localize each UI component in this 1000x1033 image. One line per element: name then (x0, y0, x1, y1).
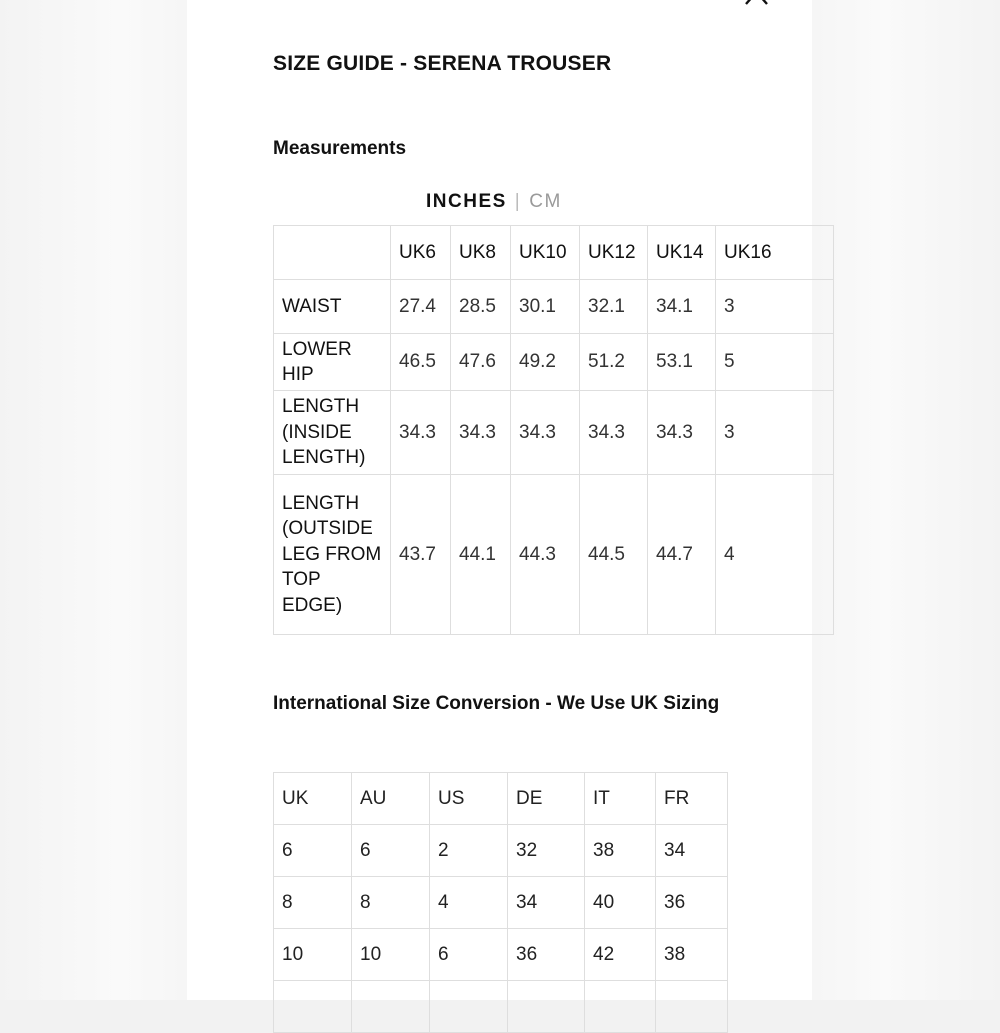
table-row (274, 475, 834, 635)
table-cell: 8 (274, 877, 352, 929)
size-guide-panel (187, 0, 812, 1000)
table-cell: 44.1 (451, 475, 511, 635)
table-cell: 4 (716, 475, 834, 635)
table-cell: 28.5 (451, 280, 511, 334)
conversion-heading: International Size Conversion - We Use UK Sizing (273, 693, 720, 714)
table-cell (352, 981, 430, 1033)
table-row (274, 877, 728, 929)
table-cell (656, 981, 728, 1033)
row-label: LOWER HIP (274, 334, 391, 391)
unit-toggle (426, 191, 562, 213)
size-column-header: UK6 (391, 226, 451, 280)
table-cell: 43.7 (391, 475, 451, 635)
size-column-header: UK12 (580, 226, 648, 280)
table-cell: 42 (585, 929, 656, 981)
row-label: WAIST (274, 280, 391, 334)
table-cell: 10 (352, 929, 430, 981)
corner-cell (274, 226, 391, 280)
table-cell: 51.2 (580, 334, 648, 391)
table-cell: 44.5 (580, 475, 648, 635)
unit-cm-option[interactable]: CM (529, 191, 562, 212)
table-cell: 34.3 (580, 391, 648, 475)
table-cell: 34.3 (648, 391, 716, 475)
table-cell: 34.3 (391, 391, 451, 475)
table-cell: 49.2 (511, 334, 580, 391)
table-cell: 34.3 (511, 391, 580, 475)
table-cell: 36 (508, 929, 585, 981)
table-cell: 32 (508, 825, 585, 877)
conversion-header-row (274, 773, 728, 825)
table-cell: 44.3 (511, 475, 580, 635)
table-cell: 34.1 (648, 280, 716, 334)
unit-inches-option[interactable]: INCHES (426, 191, 507, 212)
region-column-header: UK (274, 773, 352, 825)
table-row (274, 280, 834, 334)
table-row (274, 334, 834, 391)
table-cell: 27.4 (391, 280, 451, 334)
size-column-header: UK14 (648, 226, 716, 280)
measurements-heading: Measurements (273, 138, 407, 159)
table-cell (430, 981, 508, 1033)
table-row (274, 981, 728, 1033)
table-cell: 34 (508, 877, 585, 929)
table-cell: 38 (585, 825, 656, 877)
table-cell (508, 981, 585, 1033)
table-row (274, 391, 834, 475)
region-column-header: US (430, 773, 508, 825)
size-column-header: UK10 (511, 226, 580, 280)
table-cell: 32.1 (580, 280, 648, 334)
region-column-header: DE (508, 773, 585, 825)
table-cell: 38 (656, 929, 728, 981)
table-cell: 34.3 (451, 391, 511, 475)
table-header-row (274, 226, 834, 280)
table-cell: 2 (430, 825, 508, 877)
table-cell: 36 (656, 877, 728, 929)
table-cell: 46.5 (391, 334, 451, 391)
table-cell: 40 (585, 877, 656, 929)
table-cell: 6 (274, 825, 352, 877)
table-cell (274, 981, 352, 1033)
table-cell: 44.7 (648, 475, 716, 635)
close-icon (743, 0, 771, 8)
conversion-table-scroller (273, 772, 727, 1012)
size-column-header: UK16 (716, 226, 834, 280)
close-button[interactable] (743, 0, 771, 8)
measurements-table-scroller[interactable] (273, 225, 772, 637)
table-cell: 3 (716, 391, 834, 475)
measurements-table (273, 225, 834, 635)
region-column-header: FR (656, 773, 728, 825)
table-cell: 30.1 (511, 280, 580, 334)
table-cell (585, 981, 656, 1033)
table-cell: 6 (430, 929, 508, 981)
size-column-header: UK8 (451, 226, 511, 280)
unit-separator: | (514, 191, 522, 212)
table-cell: 53.1 (648, 334, 716, 391)
table-row (274, 825, 728, 877)
region-column-header: IT (585, 773, 656, 825)
table-cell: 47.6 (451, 334, 511, 391)
table-cell: 3 (716, 280, 834, 334)
row-label: LENGTH (OUTSIDE LEG FROM TOP EDGE) (274, 475, 391, 635)
page-title: SIZE GUIDE - SERENA TROUSER (273, 52, 612, 75)
table-cell: 10 (274, 929, 352, 981)
table-cell: 4 (430, 877, 508, 929)
region-column-header: AU (352, 773, 430, 825)
table-cell: 6 (352, 825, 430, 877)
table-cell: 34 (656, 825, 728, 877)
table-row (274, 929, 728, 981)
table-cell: 8 (352, 877, 430, 929)
conversion-table (273, 772, 728, 1033)
table-cell: 5 (716, 334, 834, 391)
row-label: LENGTH (INSIDE LENGTH) (274, 391, 391, 475)
